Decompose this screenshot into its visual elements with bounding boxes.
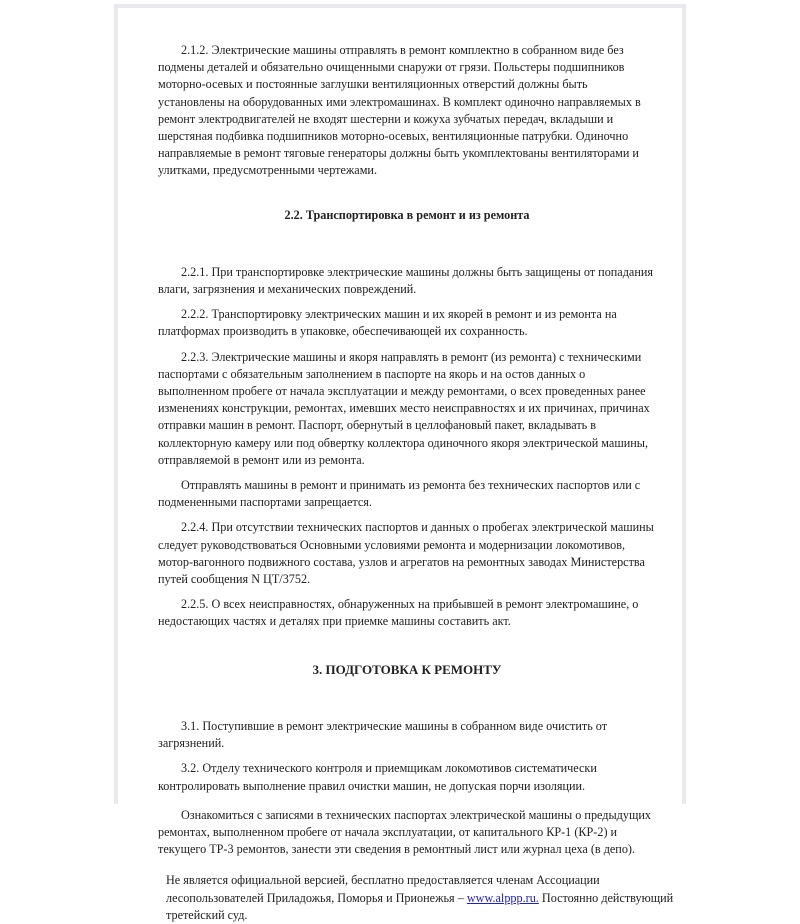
paragraph-2-2-3: 2.2.3. Электрические машины и якоря направлять в ремонт (из ремонта) с техническими паспортами с обязательным заполнением в паспорте на якорь и на остов данных о выполненном пробеге от начала эксплуатации и между ремонтами, о всех проведенных ранее изменениях конструкции, ремонтах, имевших место неисправностях и их причинах, причинах отправки машин в ремонт. Паспорт, обернутый в целлофановый пакет, вкладывать в коллекторную камеру или под обвертку коллектора одиночного якоря электрической машины, отправляемой в ремонт или из ремонта. bbox=[158, 349, 650, 467]
paragraph-2-1-2: 2.1.2. Электрические машины отправлять в ремонт комплектно в собранном виде без подмены деталей и обязательно очищенными снаружи от грязи. Польстеры подшипников моторно-осевых и постоянные заглушки вентиляционных отверстий должны быть установлены на оборудованных ими электромашинах. В комплект одиночно направляемых в ремонт электродвигателей не входят шестерни и кожуха зубчатых передач, вкладыши и шерстяная подбивка подшипников моторно-осевых, вентиляционные патрубки. Одиночно направляемые в ремонт тяговые генераторы должны быть укомплектованы вентиляторами и улитками, предусмотренными чертежами. bbox=[158, 43, 641, 178]
paragraph-3-2: 3.2. Отделу технического контроля и приемщикам локомотивов систематически контролировать выполнение правил очистки машин, не допуская порчи изоляции. bbox=[158, 761, 597, 793]
footer-disclaimer bbox=[158, 872, 686, 924]
footer-text-after: Постоянно действующий третейский суд. bbox=[166, 890, 674, 922]
document-page bbox=[118, 8, 682, 922]
paragraph-2-2-4: 2.2.4. При отсутствии технических паспортов и данных о пробегах электрической машины следует руководствоваться Основными условиями ремонта и модернизации локомотивов, мотор-вагонного подвижного состава, узлов и агрегатов на ремонтных заводах Министерства путей сообщения N ЦТ/3752. bbox=[158, 520, 654, 587]
section-heading-3: 3. ПОДГОТОВКА К РЕМОНТУ bbox=[312, 661, 502, 677]
paragraph-2-2-1: 2.2.1. При транспортировке электрические машины должны быть защищены от попадания влаги, загрязнения и механических повреждений. bbox=[158, 264, 653, 297]
section-heading-2-2: 2.2. Транспортировка в ремонт и из ремонта bbox=[284, 207, 530, 222]
paragraph-2-2-5: 2.2.5. О всех неисправностях, обнаруженных на прибывшей в ремонт электромашине, о недостающих частях и деталях при приемке машины составить акт. bbox=[158, 597, 639, 629]
footer-text-before: Не является официальной версией, бесплатно предоставляется членам Ассоциации лесопользователей Приладожья, Поморья и Прионежья – bbox=[166, 873, 600, 905]
footer-site-link[interactable]: www.alppp.ru. bbox=[466, 890, 539, 905]
paragraph-review-records: Ознакомиться с записями в технических паспортах электрической машины о предыдущих ремонтах, выполненном пробеге от начала эксплуатации, от капитального КР-1 (КР-2) и текущего ТР-3 ремонтов, занести эти сведения в ремонтный лист или журнал цеха (в депо). bbox=[158, 807, 651, 857]
paragraph-3-1: 3.1. Поступившие в ремонт электрические машины в собранном виде очистить от загрязнений. bbox=[158, 718, 608, 751]
paragraph-2-2-2: 2.2.2. Транспортировку электрических машин и их якорей в ремонт и из ремонта на платформах производить в упаковке, обеспечивающей их сохранность. bbox=[158, 307, 617, 339]
paragraph-passports-prohibited: Отправлять машины в ремонт и принимать из ремонта без технических паспортов или с подмененными паспортами запрещается. bbox=[158, 478, 641, 510]
document-content bbox=[158, 42, 674, 924]
